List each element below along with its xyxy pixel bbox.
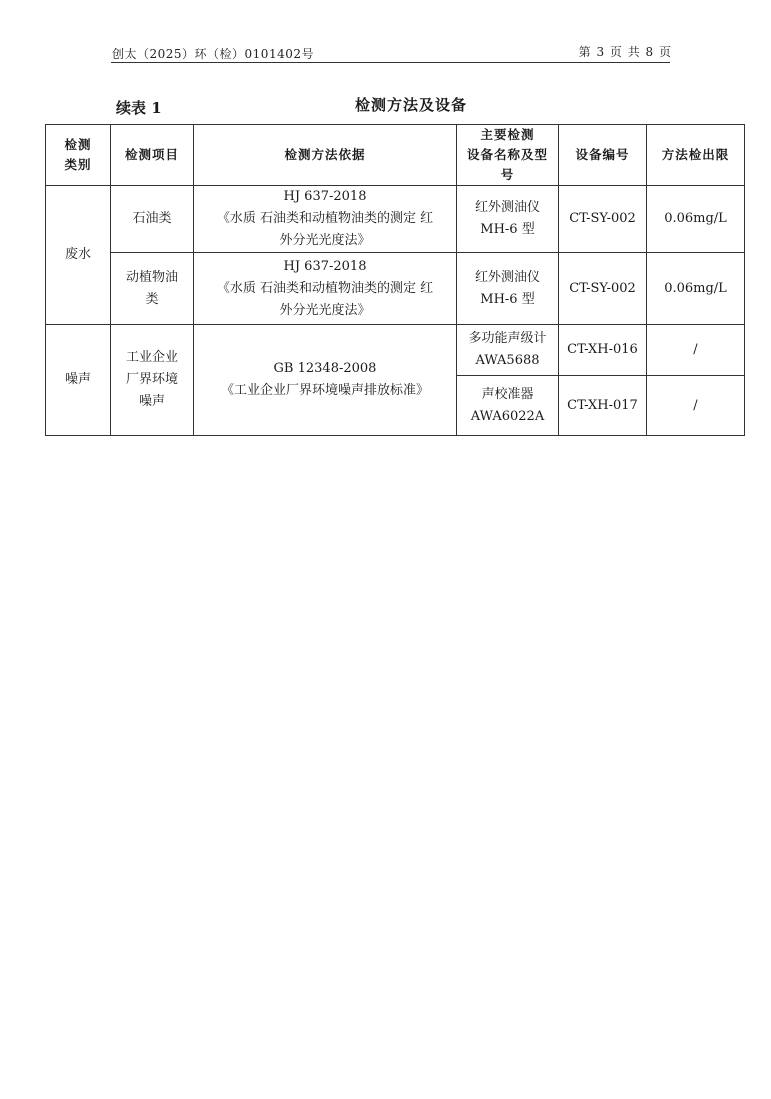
method-cell: HJ 637-2018 《水质 石油类和动植物油类的测定 红 外分光光度法》 (194, 253, 457, 325)
item-cell: 工业企业 厂界环境 噪声 (111, 325, 194, 436)
table-title: 检测方法及设备 (354, 96, 467, 114)
method-cell: GB 12348-2008 《工业企业厂界环境噪声排放标准》 (194, 325, 457, 436)
method-cell: HJ 637-2018 《水质 石油类和动植物油类的测定 红 外分光光度法》 (194, 186, 457, 253)
item-cell: 动植物油 类 (111, 253, 194, 325)
table-row (46, 253, 745, 325)
category-cell: 废水 (46, 186, 111, 325)
col-header-equipment-no: 设备编号 (559, 125, 647, 186)
header-rule (111, 62, 670, 63)
table-row (46, 186, 745, 253)
limit-cell: 0.06mg/L (647, 253, 745, 325)
continued-label: 续表 1 (116, 99, 162, 117)
col-header-method: 检测方法依据 (194, 125, 457, 186)
equipment-cell: 红外测油仪 MH-6 型 (457, 253, 559, 325)
report-number: 创太（2025）环（检）0101402号 (112, 47, 314, 61)
limit-cell: / (647, 325, 745, 376)
methods-equipment-table (45, 124, 745, 436)
limit-cell: 0.06mg/L (647, 186, 745, 253)
equipment-no-cell: CT-XH-016 (559, 325, 647, 376)
col-header-item: 检测项目 (111, 125, 194, 186)
category-cell: 噪声 (46, 325, 111, 436)
equipment-cell: 多功能声级计 AWA5688 (457, 325, 559, 376)
page-info: 第 3 页 共 8 页 (578, 45, 671, 59)
col-header-limit: 方法检出限 (647, 125, 745, 186)
limit-cell: / (647, 376, 745, 436)
equipment-cell: 红外测油仪 MH-6 型 (457, 186, 559, 253)
equipment-no-cell: CT-SY-002 (559, 186, 647, 253)
col-header-equipment: 主要检测 设备名称及型号 (457, 125, 559, 186)
equipment-no-cell: CT-SY-002 (559, 253, 647, 325)
equipment-cell: 声校准器 AWA6022A (457, 376, 559, 436)
item-cell: 石油类 (111, 186, 194, 253)
col-header-category: 检测 类别 (46, 125, 111, 186)
table-header-row (46, 125, 745, 186)
equipment-no-cell: CT-XH-017 (559, 376, 647, 436)
table-row (46, 325, 745, 376)
